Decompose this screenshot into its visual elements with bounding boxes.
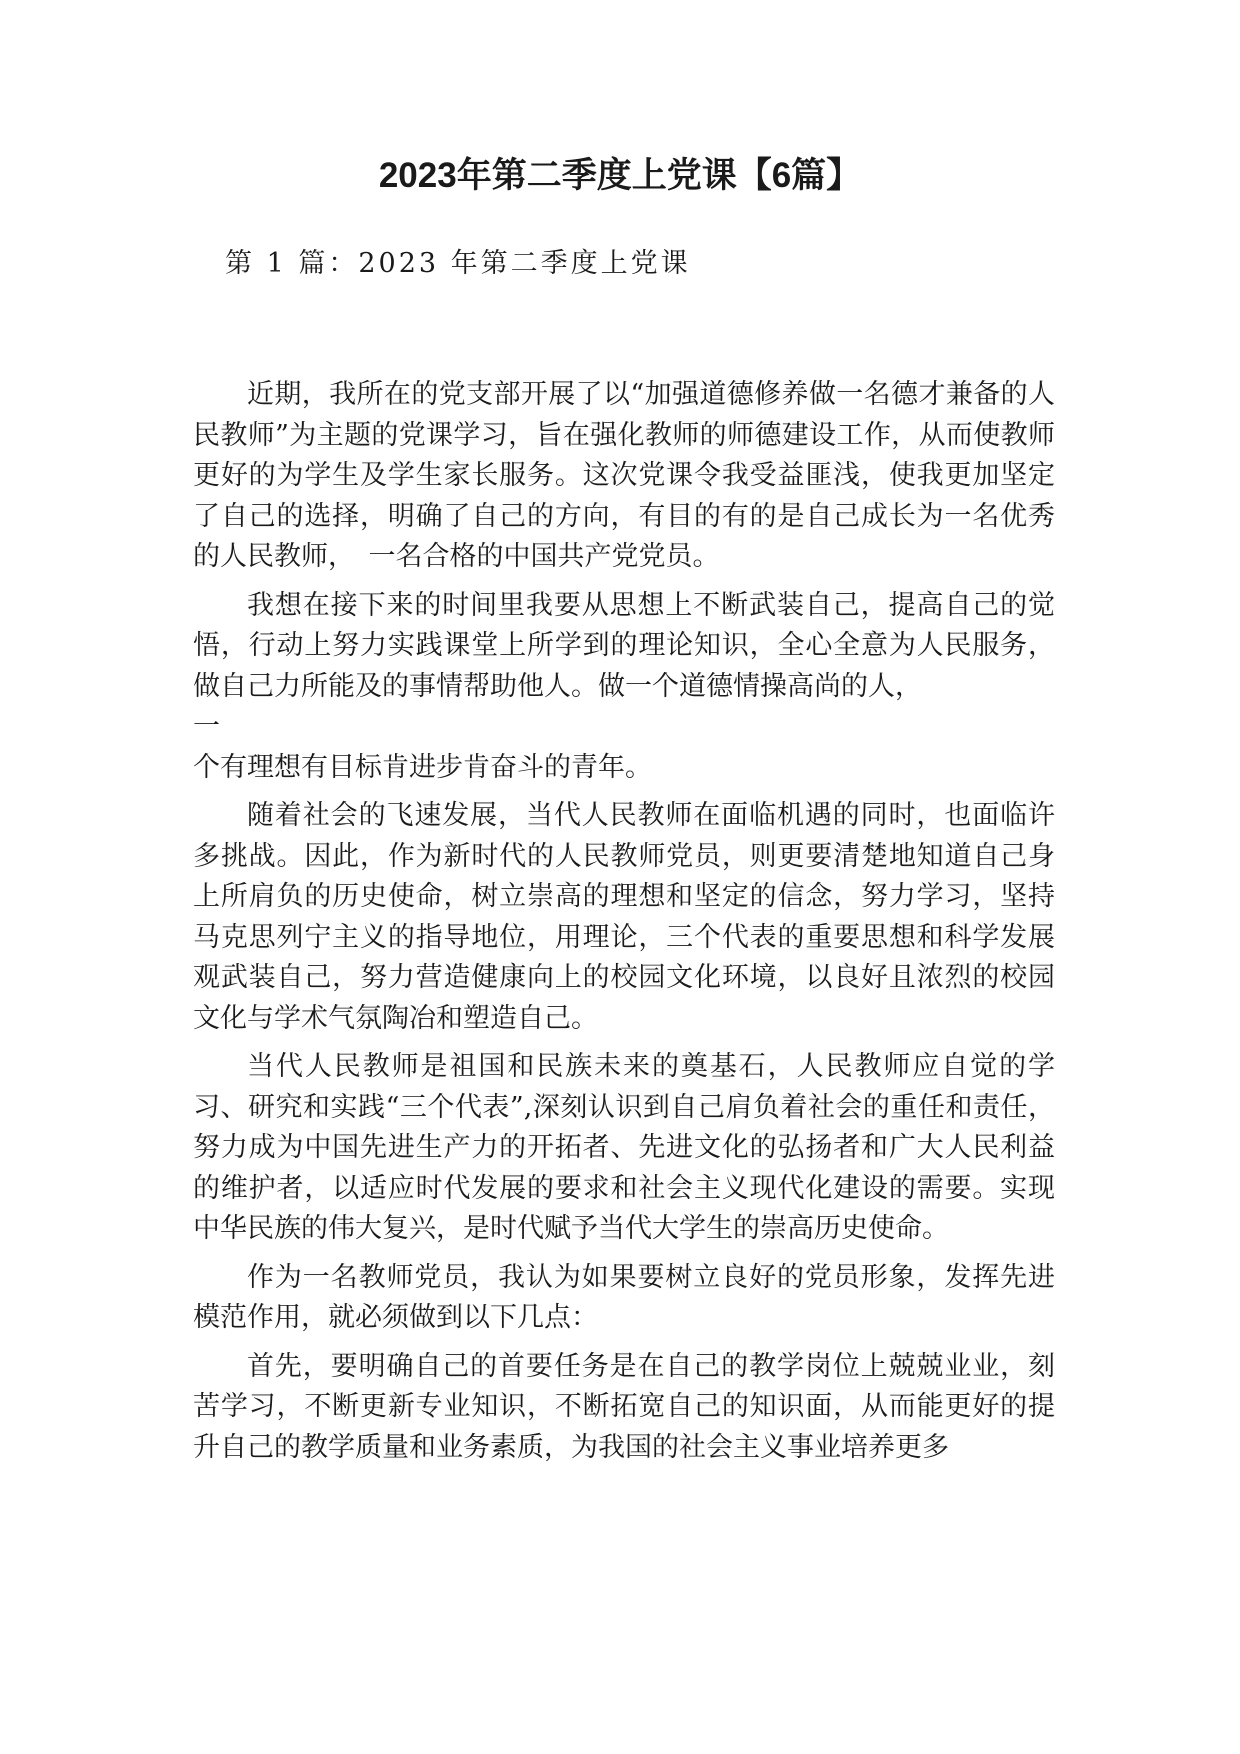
document-title: 2023年第二季度上党课【6篇】 bbox=[378, 156, 862, 195]
section-heading: 第 1 篇：2023 年第二季度上党课 bbox=[225, 248, 691, 279]
paragraph: 我想在接下来的时间里我要从思想上不断武装自己，提高自己的觉悟，行动上努力实践课堂上所学到的理论知识，全心全意为人民服务，做自己力所能及的事情帮助他人。做一个道德情操高尚的人， bbox=[193, 589, 1055, 702]
paragraph: 首先，要明确自己的首要任务是在自己的教学岗位上兢兢业业，刻苦学习，不断更新专业知识，不断拓宽自己的知识面，从而能更好的提升自己的教学质量和业务素质，为我国的社会主义事业培养更多 bbox=[193, 1350, 1055, 1463]
document-body bbox=[193, 375, 1055, 1476]
paragraph-continuation: 个有理想有目标肯进步肯奋斗的青年。 bbox=[193, 751, 652, 783]
paragraph: 近期，我所在的党支部开展了以“加强道德修养做一名德才兼备的人民教师”为主题的党课学习，旨在强化教师的师德建设工作，从而使教师更好的为学生及学生家长服务。这次党课令我受益匪浅，使我更加坚定了自己的选择，明确了自己的方向，有目的有的是自己成长为一名优秀的人民教师， 一名合格的中国共产党党员。 bbox=[193, 379, 1055, 572]
paragraph: 作为一名教师党员，我认为如果要树立良好的党员形象，发挥先进模范作用，就必须做到以下几点： bbox=[193, 1261, 1055, 1333]
paragraph: 随着社会的飞速发展，当代人民教师在面临机遇的同时，也面临许多挑战。因此，作为新时代的人民教师党员，则更要清楚地知道自己身上所肩负的历史使命，树立崇高的理想和坚定的信念，努力学习，坚持马克思列宁主义的指导地位，用理论，三个代表的重要思想和科学发展观武装自己，努力营造健康向上的校园文化环境，以良好且浓烈的校园文化与学术气氛陶冶和塑造自己。 bbox=[193, 800, 1055, 1034]
paragraph: 当代人民教师是祖国和民族未来的奠基石，人民教师应自觉的学习、研究和实践“三个代表”,深刻认识到自己肩负着社会的重任和责任，努力成为中国先进生产力的开拓者、先进文化的弘扬者和广大人民利益的维护者，以适应时代发展的要求和社会主义现代化建设的需要。实现中华民族的伟大复兴，是时代赋予当代大学生的崇高历史使命。 bbox=[193, 1051, 1055, 1244]
paragraph-fragment: 一 bbox=[193, 711, 220, 742]
